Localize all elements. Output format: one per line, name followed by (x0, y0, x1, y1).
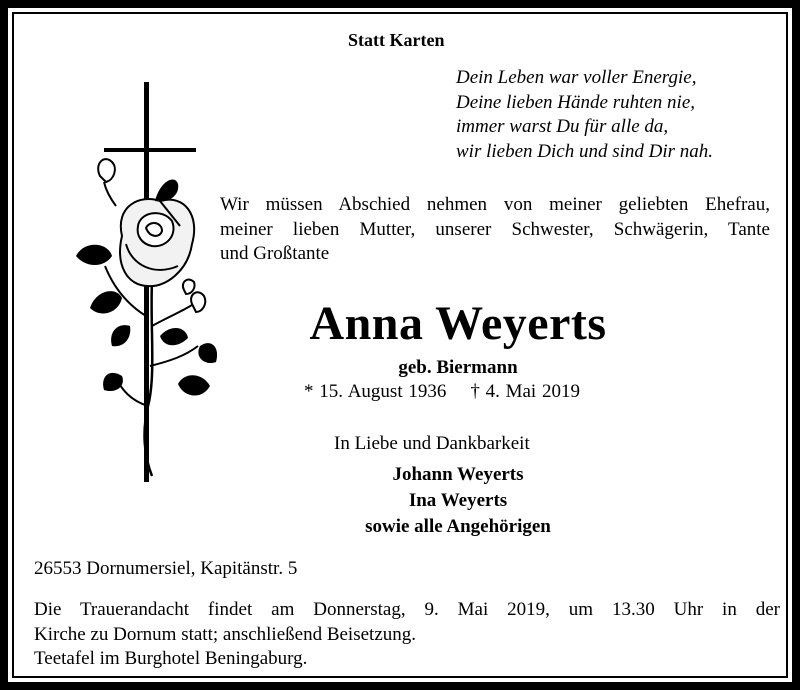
poem-line: wir lieben Dich und sind Dir nah. (456, 140, 714, 162)
farewell-line: meiner lieben Mutter, unserer Schwester, Schwägerin, Tante (220, 218, 770, 240)
maiden-name: geb. Biermann (398, 357, 518, 378)
address: 26553 Dornumersiel, Kapitänstr. 5 (34, 558, 298, 579)
cross-horizontal-beam (104, 148, 196, 152)
mourner-name: sowie alle Angehörigen (365, 516, 551, 537)
rose-icon (120, 199, 194, 286)
life-dates (304, 381, 580, 403)
poem-line: Dein Leben war voller Energie, (456, 67, 697, 88)
service-line: Teetafel im Burghotel Beningaburg. (34, 648, 308, 669)
farewell-text (220, 193, 770, 267)
death-date: † 4. Mai 2019 (470, 381, 580, 402)
mourner-name: Ina Weyerts (408, 490, 508, 511)
poem-line: Deine lieben Hände ruhten nie, (456, 91, 696, 113)
deceased-name: Anna Weyerts (309, 297, 607, 350)
service-info (34, 598, 780, 672)
cross-and-rose-illustration (60, 76, 235, 488)
heading-statt-karten: Statt Karten (348, 30, 445, 50)
poem-line: immer warst Du für alle da, (456, 116, 669, 137)
mourner-name: Johann Weyerts (392, 464, 524, 485)
birth-date: * 15. August 1936 (304, 381, 447, 402)
service-line: Kirche zu Dornum statt; anschließend Beisetzung. (34, 623, 417, 645)
poem (456, 66, 713, 164)
service-line: Die Trauerandacht findet am Donnerstag, 9. Mai 2019, um 13.30 Uhr in der (34, 599, 780, 620)
mourners-list (8, 462, 800, 540)
farewell-line: und Großtante (220, 243, 330, 264)
love-and-gratitude: In Liebe und Dankbarkeit (334, 433, 530, 454)
farewell-line: Wir müssen Abschied nehmen von meiner geliebten Ehefrau, (220, 194, 770, 215)
